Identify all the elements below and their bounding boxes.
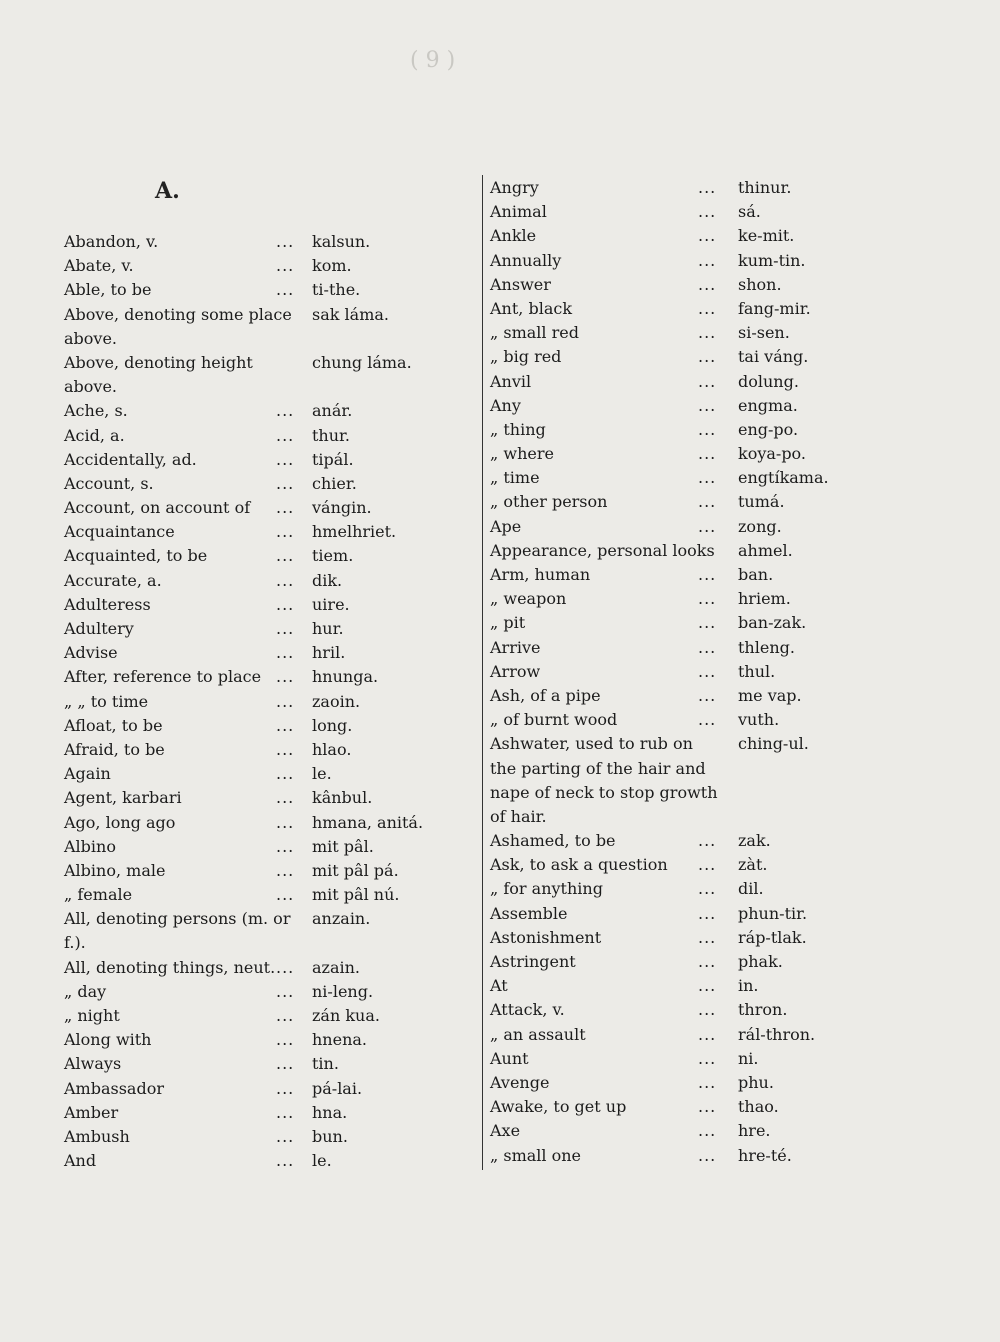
entry-term: Axe <box>490 1121 521 1141</box>
entry-term: Answer <box>490 274 551 294</box>
page-number-mark: ( 9 ) <box>410 48 456 73</box>
dictionary-entry <box>64 1052 484 1076</box>
entry-gloss: hur. <box>312 619 344 639</box>
entry-gloss: kalsun. <box>312 232 371 251</box>
entry-gloss: fang-mir. <box>738 298 811 318</box>
dictionary-entry <box>64 883 484 907</box>
entry-leader-dots: ... <box>698 903 717 923</box>
entry-gloss: sak láma. <box>312 304 389 324</box>
entry-gloss: thleng. <box>738 637 795 657</box>
dictionary-entry <box>490 200 930 224</box>
entry-term: All, denoting things, neut. <box>64 957 276 977</box>
entry-gloss: vángin. <box>312 498 372 518</box>
entry-term: „ big red <box>490 347 562 367</box>
dictionary-entry <box>64 714 484 738</box>
dictionary-entry <box>64 1004 484 1028</box>
entry-leader-dots: ... <box>698 565 717 584</box>
dictionary-entry <box>64 907 484 955</box>
dictionary-entry <box>490 636 930 660</box>
entry-leader-dots: ... <box>276 812 295 832</box>
dictionary-entry <box>64 593 484 617</box>
entry-gloss: me vap. <box>738 685 802 705</box>
entry-leader-dots: ... <box>276 473 295 493</box>
entry-term: Assemble <box>490 903 568 923</box>
entry-gloss: hmelhriet. <box>312 522 397 542</box>
dictionary-entry <box>490 829 930 853</box>
entry-leader-dots: ... <box>698 178 717 197</box>
entry-leader-dots: ... <box>276 280 295 300</box>
entry-gloss: eng-po. <box>738 419 799 439</box>
entry-gloss: thur. <box>312 425 351 445</box>
dictionary-entry <box>490 611 930 635</box>
entry-term: „ small red <box>490 323 579 343</box>
entry-leader-dots: ... <box>698 685 717 705</box>
entry-term: Abandon, v. <box>64 232 159 251</box>
entry-term: Agent, karbari <box>64 788 182 808</box>
dictionary-entry <box>64 399 484 423</box>
entry-term: Any <box>490 395 521 415</box>
entry-leader-dots: ... <box>698 661 717 681</box>
dictionary-entry <box>490 224 930 248</box>
entry-gloss: koya-po. <box>738 444 806 464</box>
entry-gloss: kum-tin. <box>738 250 806 270</box>
entry-term: And <box>64 1151 97 1171</box>
entry-leader-dots: ... <box>276 981 295 1001</box>
entry-leader-dots: ... <box>276 1126 295 1146</box>
entry-leader-dots: ... <box>698 250 717 270</box>
entry-gloss: tipál. <box>312 449 354 469</box>
entry-leader-dots: ... <box>698 516 717 536</box>
entry-term: Acid, a. <box>64 425 125 445</box>
dictionary-entry <box>64 254 484 278</box>
entry-gloss: si-sen. <box>738 323 790 343</box>
entry-gloss: tiem. <box>312 546 354 566</box>
dictionary-entry <box>64 544 484 568</box>
entry-term: Afloat, to be <box>64 715 163 735</box>
entry-gloss: ráp-tlak. <box>738 927 807 947</box>
dictionary-entry <box>64 278 484 302</box>
entry-gloss: chier. <box>312 473 357 493</box>
entry-leader-dots: ... <box>276 232 295 251</box>
entry-term: Arrive <box>490 637 541 657</box>
entry-term: Astonishment <box>490 927 602 947</box>
entry-gloss: kom. <box>312 256 352 276</box>
dictionary-entry <box>490 515 930 539</box>
entry-leader-dots: ... <box>276 1078 295 1098</box>
entry-term: Attack, v. <box>490 1000 565 1020</box>
entry-leader-dots: ... <box>276 449 295 469</box>
entry-gloss: zong. <box>738 516 782 536</box>
entry-term: At <box>490 976 508 996</box>
entry-gloss: chung láma. <box>312 352 412 372</box>
dictionary-entry <box>64 811 484 835</box>
dictionary-entry <box>490 587 930 611</box>
entry-term: Animal <box>490 202 547 222</box>
entry-leader-dots: ... <box>698 1048 717 1068</box>
entry-leader-dots: ... <box>698 419 717 439</box>
entry-leader-dots: ... <box>698 323 717 343</box>
entry-term: Annually <box>490 250 562 270</box>
entry-gloss: zak. <box>738 831 771 851</box>
entry-term: Abate, v. <box>64 256 134 276</box>
entry-term: Ache, s. <box>64 401 128 421</box>
entry-gloss: hre-té. <box>738 1145 792 1165</box>
entry-leader-dots: ... <box>698 879 717 899</box>
dictionary-entry <box>490 466 930 490</box>
entry-term: Appearance, personal looks <box>490 540 715 560</box>
dictionary-entry <box>490 853 930 877</box>
dictionary-entry <box>490 1071 930 1095</box>
entry-term: Arm, human <box>490 565 591 584</box>
entry-gloss: zaoin. <box>312 691 361 711</box>
entry-gloss: ni-leng. <box>312 981 374 1001</box>
dictionary-entry <box>64 230 484 254</box>
dictionary-entry <box>490 442 930 466</box>
entry-gloss: kânbul. <box>312 788 373 808</box>
entry-gloss: dil. <box>738 879 764 899</box>
dictionary-entry <box>490 1023 930 1047</box>
dictionary-entry <box>490 176 930 200</box>
entry-term: „ „ to time <box>64 691 149 711</box>
entry-leader-dots: ... <box>276 522 295 542</box>
dictionary-entry <box>64 835 484 859</box>
dictionary-entry <box>490 394 930 418</box>
dictionary-entry <box>490 684 930 708</box>
entry-leader-dots: ... <box>698 492 717 512</box>
dictionary-entry <box>490 998 930 1022</box>
dictionary-entry <box>490 1119 930 1143</box>
entry-leader-dots: ... <box>698 831 717 851</box>
entry-term: Ape <box>490 516 522 536</box>
entry-term: Able, to be <box>64 280 152 300</box>
entry-gloss: tumá. <box>738 492 785 512</box>
entry-gloss: anár. <box>312 401 353 421</box>
entry-leader-dots: ... <box>276 256 295 276</box>
entry-leader-dots: ... <box>698 589 717 609</box>
entry-gloss: in. <box>738 976 759 996</box>
entry-term: Ashamed, to be <box>490 831 616 851</box>
entry-leader-dots: ... <box>698 444 717 464</box>
dictionary-entry <box>64 956 484 980</box>
entry-term: Angry <box>490 178 539 197</box>
entry-term: Adultery <box>64 619 134 639</box>
entry-leader-dots: ... <box>276 1006 295 1026</box>
entry-gloss: thron. <box>738 1000 788 1020</box>
entry-gloss: mit pâl pá. <box>312 860 399 880</box>
entry-term: Ankle <box>490 226 537 246</box>
entry-gloss: ke-mit. <box>738 226 795 246</box>
dictionary-entry <box>490 877 930 901</box>
entry-gloss: ti-the. <box>312 280 361 300</box>
entry-term: Albino <box>64 836 116 856</box>
entry-term: Advise <box>64 643 118 663</box>
entry-term: Accurate, a. <box>64 570 162 590</box>
dictionary-entry <box>490 708 930 732</box>
entry-term: Ash, of a pipe <box>490 685 601 705</box>
entry-leader-dots: ... <box>698 202 717 222</box>
dictionary-entry <box>64 641 484 665</box>
entry-leader-dots: ... <box>276 1054 295 1074</box>
dictionary-entry <box>490 902 930 926</box>
entry-gloss: azain. <box>312 957 361 977</box>
dictionary-entry <box>64 1125 484 1149</box>
dictionary-entry <box>64 351 484 399</box>
entry-gloss: anzain. <box>312 909 371 929</box>
dictionary-entry <box>64 762 484 786</box>
entry-term: Acquainted, to be <box>64 546 208 566</box>
entry-leader-dots: ... <box>276 1151 295 1171</box>
entry-leader-dots: ... <box>698 1145 717 1165</box>
entry-leader-dots: ... <box>698 952 717 972</box>
dictionary-entry <box>490 490 930 514</box>
dictionary-entry <box>490 418 930 442</box>
dictionary-entry <box>490 273 930 297</box>
entry-term: „ time <box>490 468 540 488</box>
entry-term: Along with <box>64 1030 152 1050</box>
entry-gloss: hmana, anitá. <box>312 812 424 832</box>
entry-gloss: tai váng. <box>738 347 809 367</box>
entry-term: Again <box>64 764 111 784</box>
dictionary-entry <box>490 1047 930 1071</box>
entry-leader-dots: ... <box>276 425 295 445</box>
entry-term: Anvil <box>490 371 532 391</box>
dictionary-entry <box>490 539 930 563</box>
entry-leader-dots: ... <box>698 637 717 657</box>
entry-gloss: phak. <box>738 952 783 972</box>
entry-gloss: thul. <box>738 661 776 681</box>
entry-gloss: hlao. <box>312 739 352 759</box>
dictionary-entry <box>64 1077 484 1101</box>
dictionary-entry <box>490 660 930 684</box>
dictionary-entry <box>490 732 930 829</box>
entry-gloss: zàt. <box>738 855 768 875</box>
entry-leader-dots: ... <box>698 298 717 318</box>
entry-gloss: ban. <box>738 565 774 584</box>
entry-term: „ night <box>64 1006 120 1026</box>
entry-gloss: shon. <box>738 274 782 294</box>
entry-leader-dots: ... <box>698 927 717 947</box>
entry-term: Above, denoting some place above. <box>64 304 292 348</box>
dictionary-entry <box>64 448 484 472</box>
dictionary-entry <box>64 424 484 448</box>
entry-leader-dots: ... <box>276 836 295 856</box>
entry-leader-dots: ... <box>276 401 295 421</box>
dictionary-entry <box>490 1095 930 1119</box>
entry-term: „ where <box>490 444 554 464</box>
dictionary-entry <box>490 249 930 273</box>
entry-leader-dots: ... <box>276 957 295 977</box>
entry-term: „ for anything <box>490 879 603 899</box>
entry-term: Above, denoting height above. <box>64 352 253 397</box>
entry-gloss: dolung. <box>738 371 799 391</box>
dictionary-entry <box>64 520 484 544</box>
dictionary-entry <box>490 297 930 321</box>
entry-gloss: engtíkama. <box>738 468 829 488</box>
entry-leader-dots: ... <box>698 613 717 633</box>
entry-gloss: ni. <box>738 1048 759 1068</box>
entry-term: Astringent <box>490 952 576 972</box>
entry-leader-dots: ... <box>276 570 295 590</box>
entry-term: Ago, long ago <box>64 812 176 832</box>
entry-gloss: thao. <box>738 1097 779 1117</box>
entry-term: Avenge <box>490 1072 550 1092</box>
entry-term: Acquaintance <box>64 522 175 542</box>
entry-term: Adulteress <box>64 594 151 614</box>
entry-gloss: ban-zak. <box>738 613 807 633</box>
entry-term: Afraid, to be <box>64 739 165 759</box>
dictionary-entry <box>490 370 930 394</box>
entry-leader-dots: ... <box>276 764 295 784</box>
entry-term: Accidentally, ad. <box>64 449 197 469</box>
dictionary-entry <box>64 786 484 810</box>
entry-leader-dots: ... <box>276 691 295 711</box>
entry-term: Ask, to ask a question <box>490 855 668 875</box>
entry-term: Ant, black <box>490 298 573 318</box>
entry-leader-dots: ... <box>698 1024 717 1044</box>
dictionary-entry <box>490 926 930 950</box>
entry-gloss: hnunga. <box>312 667 379 687</box>
entry-term: Albino, male <box>64 860 166 880</box>
entry-gloss: hriem. <box>738 589 791 609</box>
entry-leader-dots: ... <box>698 468 717 488</box>
entry-term: Ashwater, used to rub on the parting of the hair and nape of neck to stop growth of hair. <box>490 734 718 826</box>
section-letter: A. <box>155 178 180 204</box>
dictionary-entry <box>490 1144 930 1168</box>
entry-leader-dots: ... <box>698 371 717 391</box>
dictionary-entry <box>64 1101 484 1125</box>
entry-gloss: mit pâl nú. <box>312 885 400 905</box>
entry-leader-dots: ... <box>698 976 717 996</box>
dictionary-entry <box>64 980 484 1004</box>
dictionary-entry <box>64 738 484 762</box>
dictionary-entry <box>64 690 484 714</box>
entry-term: „ small one <box>490 1145 582 1165</box>
entry-leader-dots: ... <box>276 1102 295 1122</box>
entry-leader-dots: ... <box>698 710 717 730</box>
left-column <box>64 230 484 1173</box>
entry-gloss: mit pâl. <box>312 836 374 856</box>
entry-leader-dots: ... <box>698 226 717 246</box>
dictionary-entry <box>490 950 930 974</box>
entry-gloss: uire. <box>312 594 350 614</box>
right-column <box>490 176 930 1168</box>
entry-gloss: thinur. <box>738 178 792 197</box>
entry-leader-dots: ... <box>276 594 295 614</box>
dictionary-entry <box>64 569 484 593</box>
entry-gloss: pá-lai. <box>312 1078 363 1098</box>
entry-gloss: phu. <box>738 1072 774 1092</box>
dictionary-entry <box>64 472 484 496</box>
entry-gloss: hre. <box>738 1121 771 1141</box>
entry-term: Account, s. <box>64 473 154 493</box>
entry-term: „ of burnt wood <box>490 710 618 730</box>
entry-leader-dots: ... <box>276 619 295 639</box>
entry-leader-dots: ... <box>276 667 295 687</box>
entry-gloss: vuth. <box>738 710 780 730</box>
entry-term: Always <box>64 1054 122 1074</box>
entry-leader-dots: ... <box>698 1000 717 1020</box>
entry-leader-dots: ... <box>698 1072 717 1092</box>
entry-gloss: dik. <box>312 570 343 590</box>
entry-leader-dots: ... <box>276 885 295 905</box>
entry-gloss: rál-thron. <box>738 1024 816 1044</box>
entry-term: „ an assault <box>490 1024 586 1044</box>
entry-term: „ weapon <box>490 589 567 609</box>
entry-gloss: phun-tir. <box>738 903 808 923</box>
dictionary-entry <box>490 321 930 345</box>
entry-gloss: hril. <box>312 643 346 663</box>
entry-leader-dots: ... <box>276 498 295 518</box>
dictionary-entry <box>490 974 930 998</box>
column-divider <box>482 175 483 1170</box>
entry-leader-dots: ... <box>276 860 295 880</box>
entry-gloss: sá. <box>738 202 761 222</box>
entry-gloss: zán kua. <box>312 1006 380 1026</box>
entry-gloss: le. <box>312 1151 332 1171</box>
entry-leader-dots: ... <box>698 855 717 875</box>
entry-leader-dots: ... <box>698 347 717 367</box>
entry-gloss: ahmel. <box>738 540 793 560</box>
entry-gloss: engma. <box>738 395 798 415</box>
dictionary-entry <box>64 1028 484 1052</box>
entry-gloss: bun. <box>312 1126 348 1146</box>
entry-term: Aunt <box>490 1048 529 1068</box>
entry-term: Ambassador <box>64 1078 164 1098</box>
entry-gloss: tin. <box>312 1054 339 1074</box>
entry-gloss: ching-ul. <box>738 734 809 754</box>
entry-term: All, denoting persons (m. or f.). <box>64 909 291 953</box>
entry-term: „ female <box>64 885 133 905</box>
entry-term: Amber <box>64 1102 119 1122</box>
dictionary-entry <box>64 496 484 520</box>
entry-term: After, reference to place <box>64 667 262 687</box>
dictionary-entry <box>490 563 930 587</box>
entry-leader-dots: ... <box>698 274 717 294</box>
entry-term: Awake, to get up <box>490 1097 627 1117</box>
dictionary-entry <box>64 1149 484 1173</box>
entry-gloss: long. <box>312 715 353 735</box>
entry-leader-dots: ... <box>276 739 295 759</box>
entry-gloss: hnena. <box>312 1030 368 1050</box>
entry-leader-dots: ... <box>698 395 717 415</box>
entry-term: Ambush <box>64 1126 130 1146</box>
entry-term: „ day <box>64 981 107 1001</box>
entry-leader-dots: ... <box>276 788 295 808</box>
entry-gloss: le. <box>312 764 332 784</box>
entry-term: „ pit <box>490 613 526 633</box>
entry-term: Account, on account of <box>64 498 251 518</box>
dictionary-entry <box>64 859 484 883</box>
dictionary-entry <box>64 665 484 689</box>
entry-term: „ other person <box>490 492 608 512</box>
entry-term: Arrow <box>490 661 541 681</box>
entry-term: „ thing <box>490 419 546 439</box>
dictionary-entry <box>490 345 930 369</box>
entry-leader-dots: ... <box>276 1030 295 1050</box>
dictionary-entry <box>64 303 484 351</box>
entry-leader-dots: ... <box>276 643 295 663</box>
entry-leader-dots: ... <box>698 1097 717 1117</box>
entry-leader-dots: ... <box>276 715 295 735</box>
dictionary-entry <box>64 617 484 641</box>
entry-leader-dots: ... <box>276 546 295 566</box>
entry-leader-dots: ... <box>698 1121 717 1141</box>
entry-gloss: hna. <box>312 1102 348 1122</box>
